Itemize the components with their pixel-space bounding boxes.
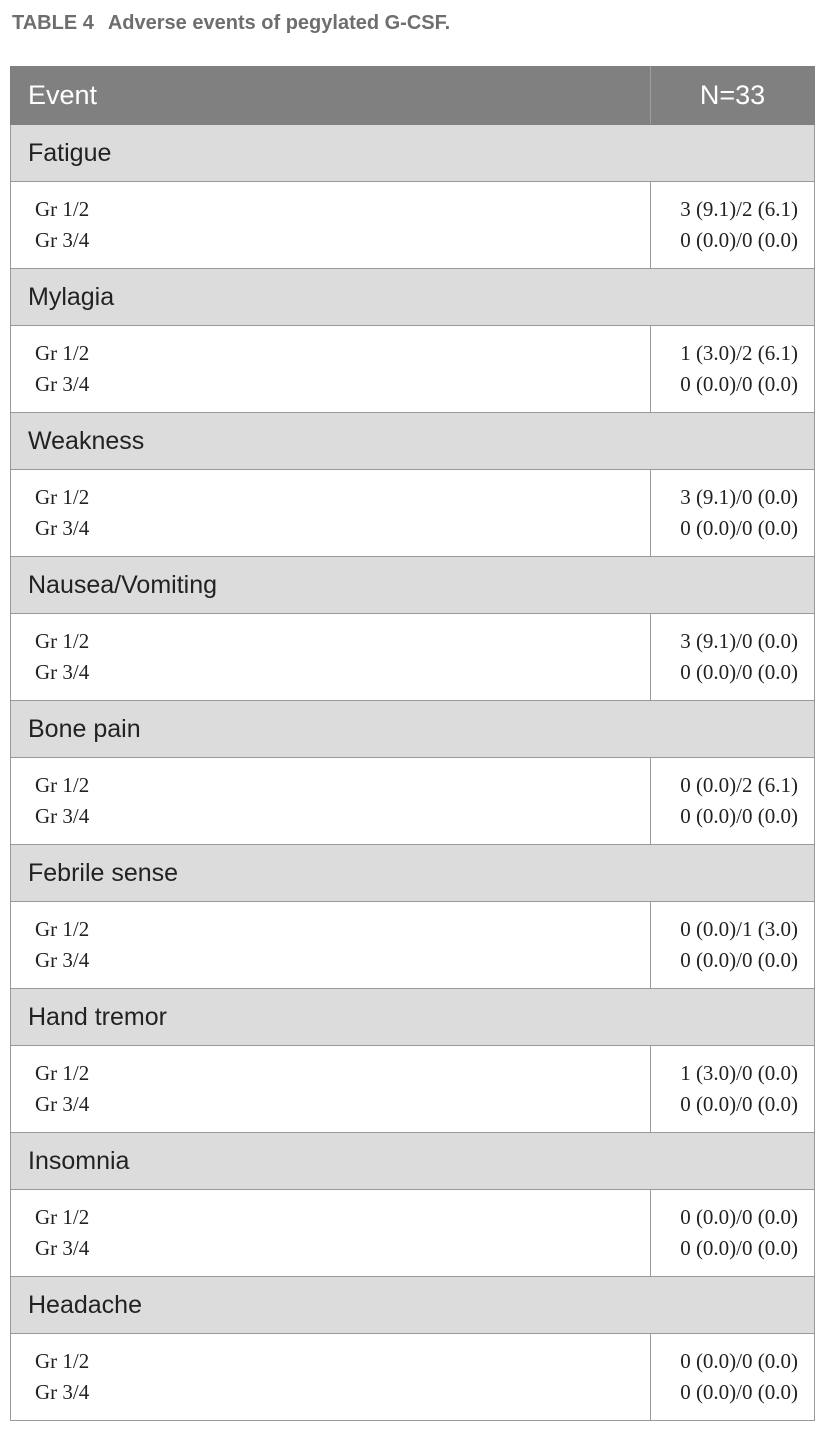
header-n: N=33 xyxy=(651,67,815,125)
grade-labels-cell xyxy=(11,902,651,989)
grade-labels-cell xyxy=(11,1190,651,1277)
table-caption xyxy=(12,12,450,38)
value-gr-3-4: 0 (0.0)/0 (0.0) xyxy=(680,804,798,828)
value-gr-1-2: 1 (3.0)/2 (6.1) xyxy=(680,341,798,365)
event-name: Insomnia xyxy=(11,1133,815,1190)
value-gr-3-4: 0 (0.0)/0 (0.0) xyxy=(680,948,798,972)
event-data-row xyxy=(11,758,815,845)
value-gr-3-4: 0 (0.0)/0 (0.0) xyxy=(680,228,798,252)
value-gr-3-4: 0 (0.0)/0 (0.0) xyxy=(680,1380,798,1404)
event-category-row xyxy=(11,413,815,470)
grade-labels-cell xyxy=(11,326,651,413)
event-data-row xyxy=(11,182,815,269)
values-cell xyxy=(651,902,815,989)
event-name: Mylagia xyxy=(11,269,815,326)
event-data-row xyxy=(11,1334,815,1421)
event-name: Weakness xyxy=(11,413,815,470)
grade-label-1-2: Gr 1/2 xyxy=(35,1205,90,1229)
value-gr-1-2: 1 (3.0)/0 (0.0) xyxy=(680,1061,798,1085)
event-name: Fatigue xyxy=(11,125,815,182)
table-number: TABLE 4 xyxy=(12,12,94,34)
grade-label-3-4: Gr 3/4 xyxy=(35,1380,90,1404)
event-category-row xyxy=(11,269,815,326)
grade-labels-cell xyxy=(11,182,651,269)
values-cell xyxy=(651,614,815,701)
event-category-row xyxy=(11,1133,815,1190)
values-cell xyxy=(651,1190,815,1277)
grade-label-3-4: Gr 3/4 xyxy=(35,660,90,684)
value-gr-3-4: 0 (0.0)/0 (0.0) xyxy=(680,1092,798,1116)
grade-label-3-4: Gr 3/4 xyxy=(35,1236,90,1260)
grade-label-1-2: Gr 1/2 xyxy=(35,629,90,653)
value-gr-3-4: 0 (0.0)/0 (0.0) xyxy=(680,372,798,396)
value-gr-3-4: 0 (0.0)/0 (0.0) xyxy=(680,516,798,540)
grade-labels-cell xyxy=(11,1046,651,1133)
event-category-row xyxy=(11,989,815,1046)
values-cell xyxy=(651,182,815,269)
event-data-row xyxy=(11,1190,815,1277)
grade-label-3-4: Gr 3/4 xyxy=(35,804,90,828)
header-event: Event xyxy=(11,67,651,125)
event-data-row xyxy=(11,470,815,557)
event-name: Headache xyxy=(11,1277,815,1334)
value-gr-3-4: 0 (0.0)/0 (0.0) xyxy=(680,1236,798,1260)
value-gr-1-2: 0 (0.0)/0 (0.0) xyxy=(680,1205,798,1229)
grade-label-3-4: Gr 3/4 xyxy=(35,1092,90,1116)
grade-label-1-2: Gr 1/2 xyxy=(35,197,90,221)
grade-label-3-4: Gr 3/4 xyxy=(35,372,90,396)
value-gr-1-2: 3 (9.1)/0 (0.0) xyxy=(680,485,798,509)
grade-label-3-4: Gr 3/4 xyxy=(35,228,90,252)
event-name: Bone pain xyxy=(11,701,815,758)
grade-labels-cell xyxy=(11,758,651,845)
event-data-row xyxy=(11,902,815,989)
grade-labels-cell xyxy=(11,614,651,701)
value-gr-1-2: 3 (9.1)/2 (6.1) xyxy=(680,197,798,221)
grade-labels-cell xyxy=(11,470,651,557)
event-name: Hand tremor xyxy=(11,989,815,1046)
values-cell xyxy=(651,758,815,845)
grade-label-3-4: Gr 3/4 xyxy=(35,948,90,972)
values-cell xyxy=(651,1046,815,1133)
event-category-row xyxy=(11,845,815,902)
values-cell xyxy=(651,470,815,557)
event-category-row xyxy=(11,125,815,182)
value-gr-1-2: 3 (9.1)/0 (0.0) xyxy=(680,629,798,653)
grade-label-1-2: Gr 1/2 xyxy=(35,341,90,365)
grade-label-1-2: Gr 1/2 xyxy=(35,1061,90,1085)
table-body xyxy=(11,125,815,1421)
grade-label-3-4: Gr 3/4 xyxy=(35,516,90,540)
header-row xyxy=(11,67,815,125)
event-data-row xyxy=(11,326,815,413)
event-category-row xyxy=(11,1277,815,1334)
event-data-row xyxy=(11,1046,815,1133)
values-cell xyxy=(651,1334,815,1421)
value-gr-1-2: 0 (0.0)/2 (6.1) xyxy=(680,773,798,797)
event-data-row xyxy=(11,614,815,701)
grade-label-1-2: Gr 1/2 xyxy=(35,773,90,797)
table-title: Adverse events of pegylated G-CSF. xyxy=(107,12,451,34)
values-cell xyxy=(651,326,815,413)
value-gr-3-4: 0 (0.0)/0 (0.0) xyxy=(680,660,798,684)
value-gr-1-2: 0 (0.0)/0 (0.0) xyxy=(680,1349,798,1373)
event-category-row xyxy=(11,557,815,614)
grade-label-1-2: Gr 1/2 xyxy=(35,917,90,941)
event-name: Nausea/Vomiting xyxy=(11,557,815,614)
grade-label-1-2: Gr 1/2 xyxy=(35,485,90,509)
event-category-row xyxy=(11,701,815,758)
value-gr-1-2: 0 (0.0)/1 (3.0) xyxy=(680,917,798,941)
adverse-events-table xyxy=(10,66,815,1421)
grade-label-1-2: Gr 1/2 xyxy=(35,1349,90,1373)
event-name: Febrile sense xyxy=(11,845,815,902)
grade-labels-cell xyxy=(11,1334,651,1421)
